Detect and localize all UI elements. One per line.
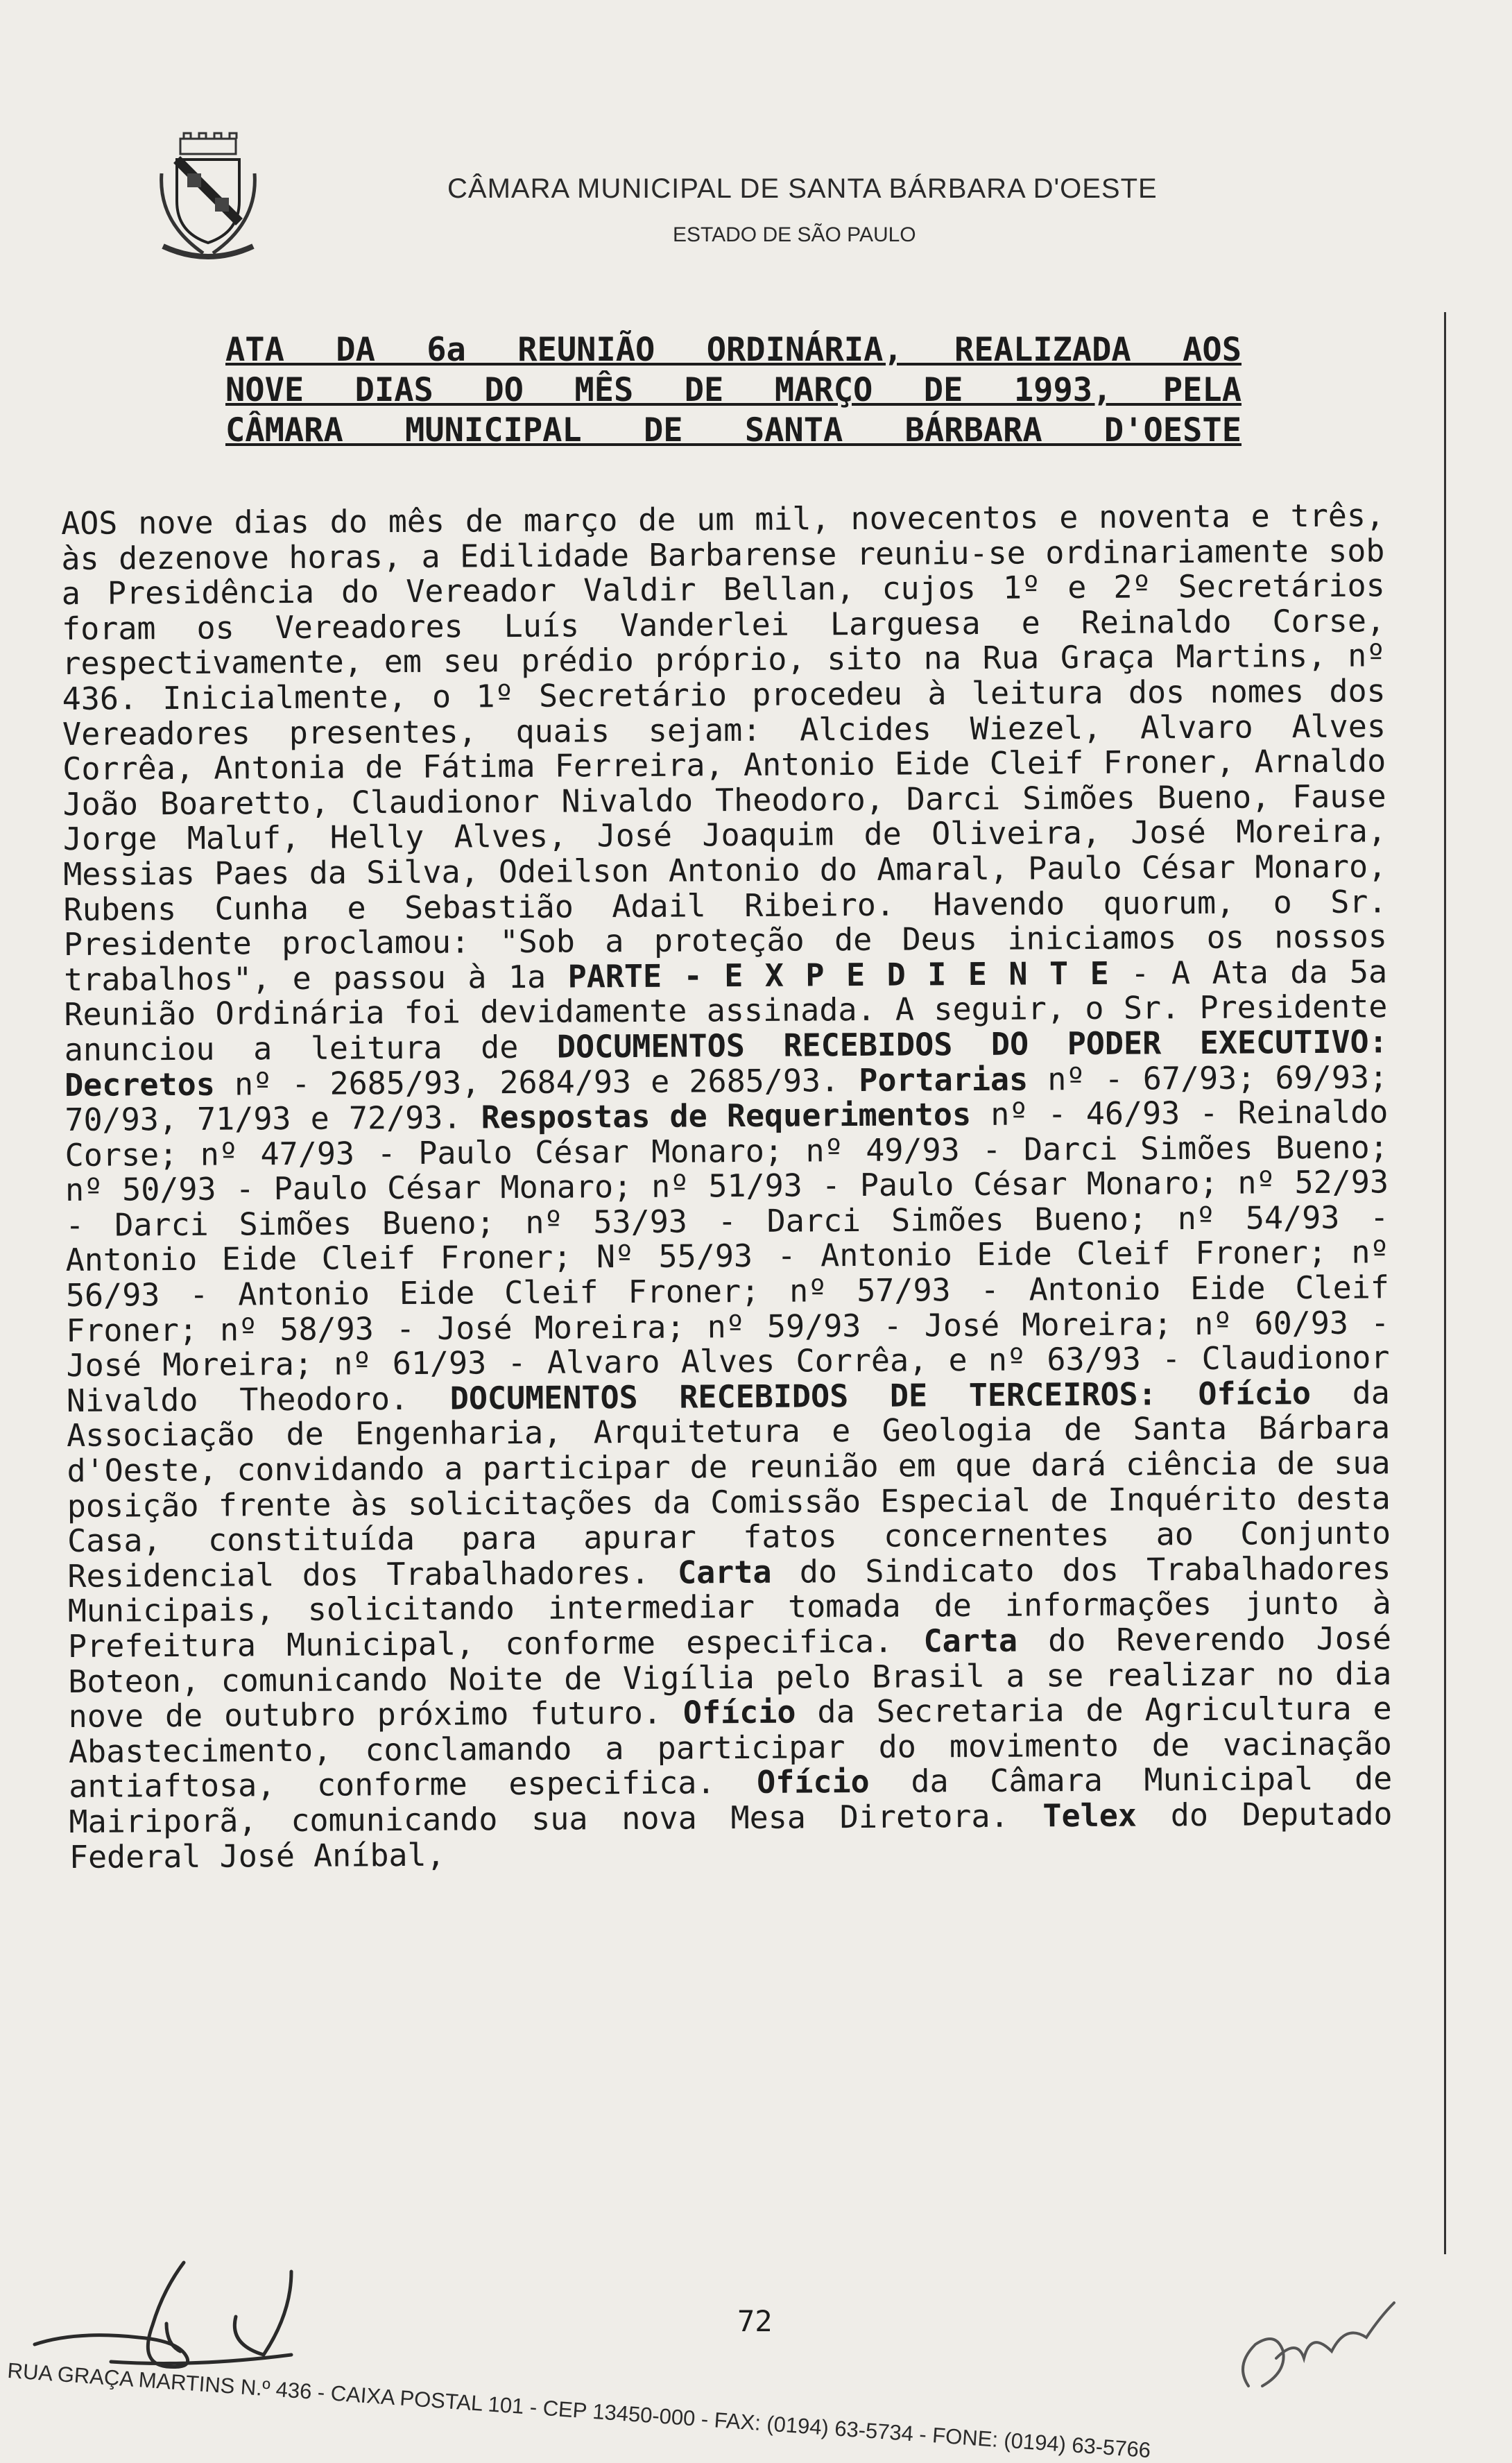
organization-name: CÂMARA MUNICIPAL DE SANTA BÁRBARA D'OESTE [447, 173, 1158, 204]
oficio-label-3: Ofício [756, 1762, 911, 1801]
footer-address-text: RUA GRAÇA MARTINS N.º 436 - CAIXA POSTAL 101 - CEP 13450-000 - FAX: (0194) 63-5734 - FONE: (0194) 63-5766 [6, 2358, 1152, 2463]
page-number: 72 [737, 2304, 773, 2338]
minutes-body [61, 498, 1393, 1875]
portarias-label: Portarias [859, 1060, 1048, 1099]
paragraph-telex: do Deputado Federal José Aníbal, [69, 1795, 1393, 1876]
docs-terceiros-label: DOCUMENTOS RECEBIDOS DE TERCEIROS: Ofício [449, 1374, 1352, 1417]
carta-label-2: Carta [923, 1622, 1049, 1660]
city-coat-of-arms [156, 132, 260, 260]
oficio-label-2: Ofício [682, 1693, 818, 1731]
title-line-1: ATA DA 6a REUNIÃO ORDINÁRIA, REALIZADA AOS [225, 331, 1242, 369]
state-name: ESTADO DE SÃO PAULO [673, 223, 916, 246]
docs-executivo-label: DOCUMENTOS RECEBIDOS DO PODER EXECUTIVO: Decretos [64, 1023, 1388, 1104]
expediente-label: PARTE - E X P E D I E N T E [567, 954, 1131, 995]
carta-label-1: Carta [677, 1553, 800, 1591]
respostas-label: Respostas de Requerimentos [481, 1095, 991, 1136]
minutes-title [225, 330, 1242, 451]
paragraph-reverendo: do Reverendo José Boteon, comunicando Noite de Vigília pelo Brasil a se realizar no dia nove de outubro próximo futuro. [68, 1620, 1392, 1735]
paragraph-agricultura: da Secretaria de Agricultura e Abastecimento, conclamando a participar do movimento de vacinação antiaftosa, conforme especifica. [68, 1690, 1393, 1805]
paragraph-ata: - A Ata da 5a Reunião Ordinária foi devidamente assinada. A seguir, o Sr. Presidente anunciou a leitura de [64, 953, 1388, 1068]
title-line-3: CÂMARA MUNICIPAL DE SANTA BÁRBARA D'OESTE [225, 411, 1242, 449]
paragraph-portarias: nº - 67/93; 69/93; 70/93, 71/93 e 72/93. [65, 1058, 1389, 1139]
paragraph-opening: AOS nove dias do mês de março de um mil, novecentos e noventa e três, às dezenove horas, a Edilidade Barbarense reuniu-se ordinariamente sob a Presidência do Vereador Valdir Bellan, cujos 1º e 2º Secretários foram os Vereadores Luís Vanderlei Larguesa e Reinaldo Corse, respectivamente, em seu prédio próprio, sito na Rua Graça Martins, nº 436. Inicialmente, o 1º Secretário procedeu à leitura dos nomes dos Vereadores presentes, quais sejam: Alcides Wiezel, Alvaro Alves Corrêa, Antonia de Fátima Ferreira, Antonio Eide Cleif Froner, Arnaldo João Boaretto, Claudionor Nivaldo Theodoro, Darci Simões Bueno, Fause Jorge Maluf, Helly Alves, José Joaquim de Oliveira, José Moreira, Messias Paes da Silva, Odeilson Antonio do Amaral, Paulo César Monaro, Rubens Cunha e Sebastião Adail Ribeiro. Havendo quorum, o Sr. Presidente proclamou: "Sob a proteção de Deus iniciamos os nossos trabalhos", e passou à 1a [60, 497, 1387, 998]
signature-right [1228, 2282, 1408, 2407]
margin-rule [1444, 312, 1446, 2254]
paragraph-associacao: da Associação de Engenharia, Arquitetura e Geologia de Santa Bárbara d'Oeste, convidando a participar de reunião em que dará ciência de sua posição frente às solicitações da Comissão Especial de Inquérito desta Casa, constituída para apurar fatos concernentes ao Conjunto Residencial dos Trabalhadores. [67, 1374, 1391, 1595]
telex-label: Telex [1042, 1796, 1171, 1835]
paragraph-mairipora: da Câmara Municipal de Mairiporã, comunicando sua nova Mesa Diretora. [69, 1760, 1393, 1840]
title-line-2: NOVE DIAS DO MÊS DE MARÇO DE 1993, PELA [225, 371, 1242, 409]
paragraph-decretos: nº - 2685/93, 2684/93 e 2685/93. [234, 1061, 859, 1102]
paragraph-respostas: nº - 46/93 - Reinaldo Corse; nº 47/93 - Paulo César Monaro; nº 49/93 - Darci Simões Bueno; nº 50/93 - Paulo César Monaro; nº 51/93 - Paulo César Monaro; nº 52/93 - Darci Simões Bueno; nº 53/93 - Darci Simões Bueno; nº 54/93 - Antonio Eide Cleif Froner; Nº 55/93 - Antonio Eide Cleif Froner; nº 56/93 - Antonio Eide Cleif Froner; nº 57/93 - Antonio Eide Cleif Froner; nº 58/93 - José Moreira; nº 59/93 - José Moreira; nº 60/93 - José Moreira; nº 61/93 - Alvaro Alves Corrêa, e nº 63/93 - Claudionor Nivaldo Theodoro. [65, 1093, 1390, 1419]
paragraph-sindicato: do Sindicato dos Trabalhadores Municipais, solicitando intermediar tomada de informações junto à Prefeitura Municipal, conforme especifica. [67, 1550, 1391, 1665]
signature-left [28, 2240, 375, 2379]
